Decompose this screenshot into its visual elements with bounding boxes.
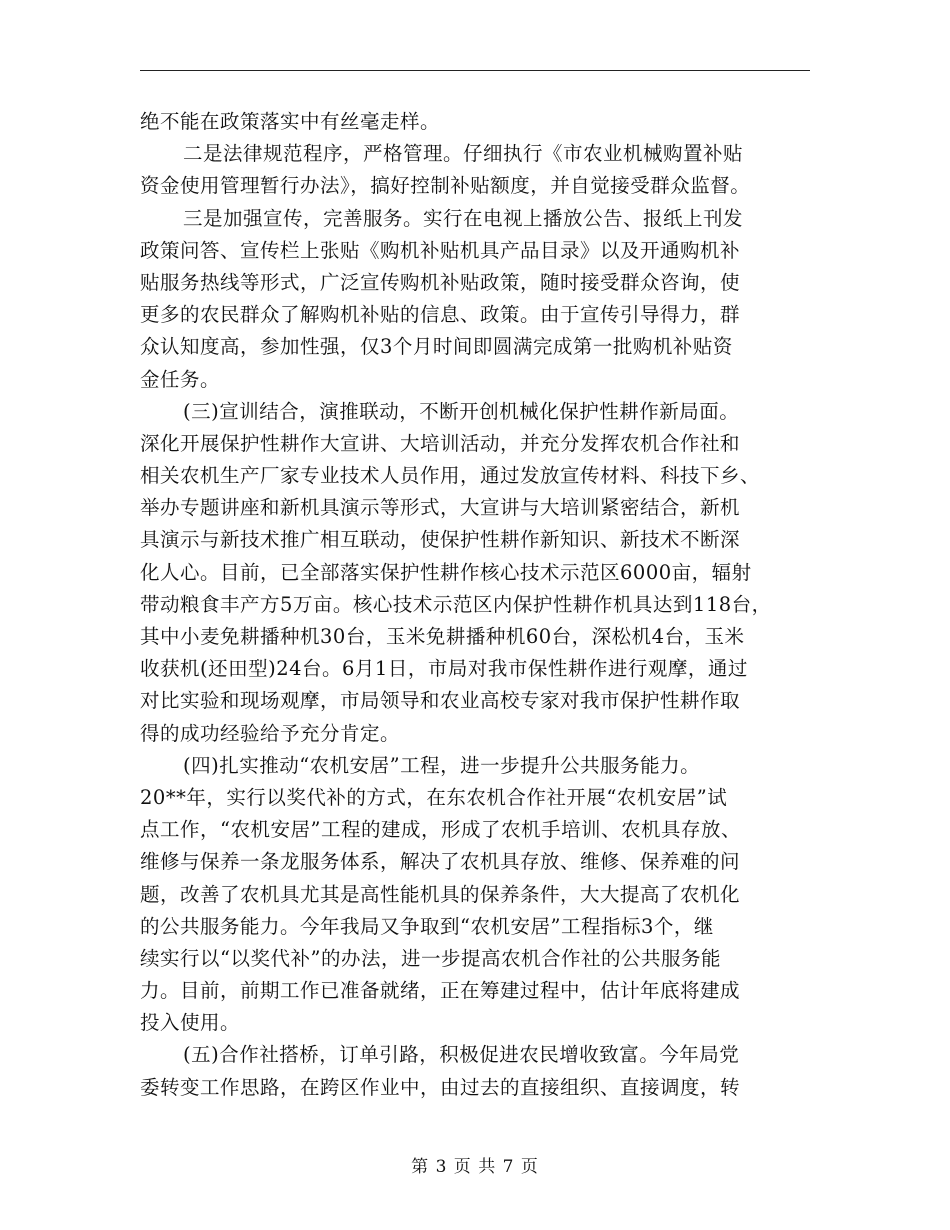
header-rule: [140, 70, 810, 71]
text-line: 收获机(还田型)24台。6月1日，市局对我市保性耕作进行观摩，通过: [140, 657, 748, 681]
text-line: 举办专题讲座和新机具演示等形式，大宣讲与大培训紧密结合，新机: [140, 496, 741, 520]
text-line: 点工作，“农机安居”工程的建成，形成了农机手培训、农机具存放、: [140, 818, 741, 842]
text-line: 维修与保养一条龙服务体系，解决了农机具存放、维修、保养难的问: [140, 850, 741, 874]
text-line: 深化开展保护性耕作大宣讲、大培训活动，并充分发挥农机合作社和: [140, 431, 741, 455]
text-line: 化人心。目前，已全部落实保护性耕作核心技术示范区6000亩，辐射: [140, 560, 752, 584]
text-line: 带动粮食丰产方5万亩。核心技术示范区内保护性耕作机具达到118台，: [140, 592, 772, 616]
text-line: 投入使用。: [140, 1011, 241, 1035]
text-line: 力。目前，前期工作已准备就绪，正在筹建过程中，估计年底将建成: [140, 979, 741, 1003]
text-line: 续实行以“以奖代补”的办法，进一步提高农机合作社的公共服务能: [140, 946, 721, 970]
text-line: (五)合作社搭桥，订单引路，积极促进农民增收致富。今年局党: [183, 1043, 740, 1067]
text-line: 相关农机生产厂家专业技术人员作用，通过发放宣传材料、科技下乡、: [140, 464, 761, 488]
text-line: 得的成功经验给予充分肯定。: [140, 721, 401, 745]
text-line: 更多的农民群众了解购机补贴的信息、政策。由于宣传引导得力，群: [140, 303, 741, 327]
document-body: [140, 106, 820, 1104]
page-number: 第 3 页 共 7 页: [411, 1157, 539, 1177]
text-line: 的公共服务能力。今年我局又争取到“农机安居”工程指标3个，继: [140, 914, 714, 938]
text-line: 绝不能在政策落实中有丝毫走样。: [140, 110, 441, 133]
text-line: 20**年，实行以奖代补的方式，在东农机合作社开展“农机安居”试: [140, 785, 728, 809]
text-line: 众认知度高，参加性强，仅3个月时间即圆满完成第一批购机补贴资: [140, 335, 733, 359]
text-line: 委转变工作思路，在跨区作业中，由过去的直接组织、直接调度，转: [140, 1075, 741, 1099]
text-line: 其中小麦免耕播种机30台，玉米免耕播种机60台，深松机4台，玉米: [140, 625, 745, 648]
text-line: 二是法律规范程序，严格管理。仔细执行《市农业机械购置补贴: [183, 142, 744, 166]
text-line: 三是加强宣传，完善服务。实行在电视上播放公告、报纸上刊发: [183, 206, 744, 230]
text-line: (四)扎实推动“农机安居”工程，进一步提升公共服务能力。: [183, 753, 701, 777]
text-line: 题，改善了农机具尤其是高性能机具的保养条件，大大提高了农机化: [140, 882, 741, 906]
text-line: 对比实验和现场观摩，市局领导和农业高校专家对我市保护性耕作取: [140, 689, 741, 713]
text-line: 资金使用管理暂行办法》，搞好控制补贴额度，并自觉接受群众监督。: [140, 174, 751, 198]
text-line: (三)宣训结合，演推联动，不断开创机械化保护性耕作新局面。: [183, 399, 740, 423]
text-line: 贴服务热线等形式，广泛宣传购机补贴政策，随时接受群众咨询，使: [140, 270, 741, 294]
text-line: 政策问答、宣传栏上张贴《购机补贴机具产品目录》以及开通购机补: [140, 238, 741, 262]
text-line: 具演示与新技术推广相互联动，使保护性耕作新知识、新技术不断深: [140, 528, 741, 552]
text-line: 金任务。: [140, 367, 221, 391]
